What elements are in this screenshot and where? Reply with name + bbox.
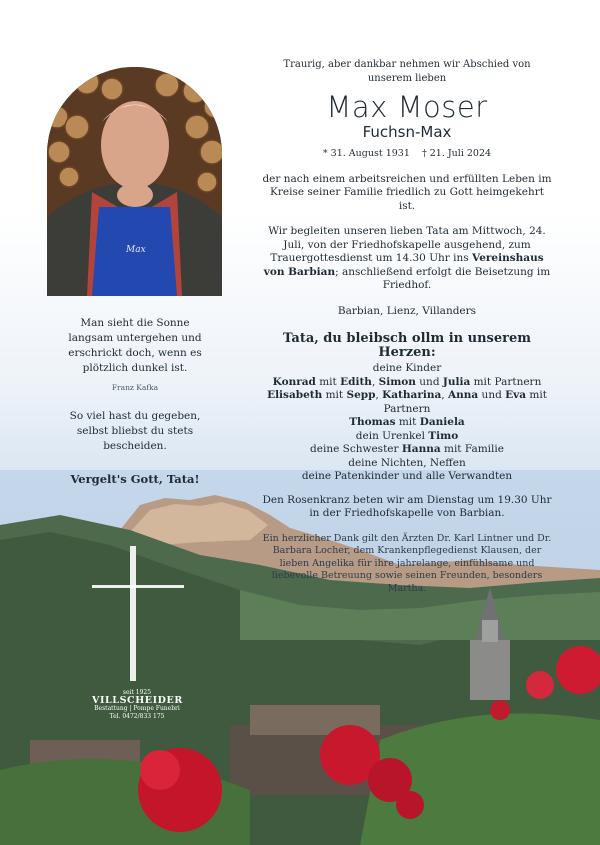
portrait-photo <box>47 67 222 296</box>
motto: Tata, du bleibsch ollm in unserem Herzen: <box>282 331 532 360</box>
funeral-text <box>262 225 552 293</box>
family-line-7: deine Patenkinder und alle Verwandten <box>301 470 513 482</box>
poem-author: Franz Kafka <box>111 383 159 392</box>
family-line-1: Konrad mit Edith, Simon und Julia mit Partnern <box>272 375 542 388</box>
life-dates <box>262 147 552 161</box>
deceased-name: Max Moser <box>326 90 488 124</box>
funeral-text-part1: Wir begleiten unseren lieben Tata am Mittwoch, 24. Juli, von der Friedhofskapelle ausgehend, zum Trauergottesdienst um 14.30 Uhr ins <box>268 225 546 264</box>
life-text: der nach einem arbeitsreichen und erfüllten Leben im Kreise seiner Familie friedlich zu Gott heimgekehrt ist. <box>262 172 552 212</box>
poem-text-2: So viel hast du gegeben, selbst bliebst du stets bescheiden. <box>69 410 201 452</box>
family-line-4: dein Urenkel Timo <box>355 429 459 442</box>
funeral-place: Vereinshaus von Barbian <box>263 252 544 278</box>
apron-label: Max <box>126 245 146 255</box>
poem-block <box>60 316 210 487</box>
main-text-block <box>262 58 552 595</box>
death-date: † 21. Juli 2024 <box>421 148 492 159</box>
family-line-3: Thomas mit Daniela <box>349 416 465 428</box>
family-line-2: Elisabeth mit Sepp, Katharina, Anna und Eva mit Partnern <box>267 389 547 415</box>
family-line-6: deine Nichten, Neffen <box>348 456 466 469</box>
logo-subtitle: Bestattung | Pompe Funebri <box>94 705 180 712</box>
portrait-illustration <box>47 67 222 296</box>
closing-line: Vergelt's Gott, Tata! <box>70 472 200 486</box>
locations: Barbian, Lienz, Villanders <box>337 304 477 317</box>
thanks-text: Ein herzlicher Dank gilt den Ärzten Dr. Karl Lintner und Dr. Barbara Locher, dem Krankenpflegedienst Klausen, der lieben Angelika für ihre jahrelange, einfühlsame und liebevolle Betreuung sowie seinen Freunden, besonders Martha. <box>262 532 552 594</box>
funeral-text-part2: ; anschließend erfolgt die Beisetzung im Friedhof. <box>335 265 551 291</box>
intro-text: Traurig, aber dankbar nehmen wir Abschied von unserem lieben <box>283 59 531 84</box>
rosary-text: Den Rosenkranz beten wir am Dienstag um 19.30 Uhr in der Friedhofskapelle von Barbian. <box>262 493 552 519</box>
logo-brand: VILLSCHEIDER <box>92 695 183 706</box>
logo-since: seit 1925 <box>122 689 152 696</box>
family-line-5: deine Schwester Hanna mit Familie <box>310 443 504 455</box>
birth-date: * 31. August 1931 <box>322 148 410 159</box>
poem-text: Man sieht die Sonne langsam untergehen und erschrickt doch, wenn es plötzlich dunkel ist. <box>68 317 202 374</box>
logo-phone: Tel. 0472/833 175 <box>109 713 165 720</box>
funeral-home-logo <box>92 689 182 721</box>
family-intro: deine Kinder <box>372 362 442 374</box>
nickname: Fuchsn-Max <box>362 123 452 141</box>
